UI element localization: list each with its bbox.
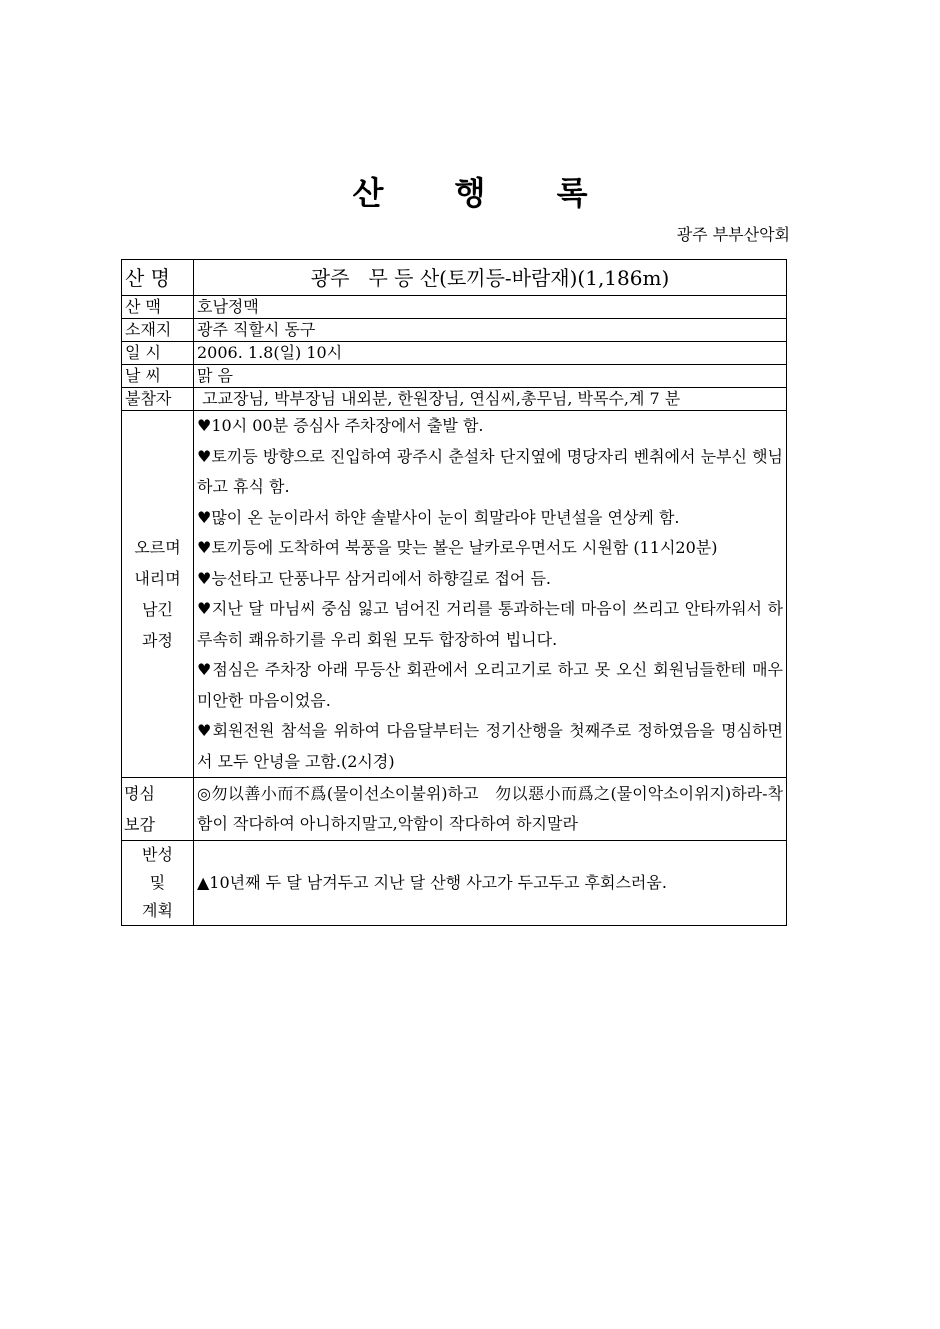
motto-text: ◎勿以善小而不爲(물이선소이불위)하고 勿以惡小而爲之(물이악소이위지)하라-착함이 작다하여 아니하지말고,악함이 작다하여 하지말라 <box>197 783 783 833</box>
hiking-log-table <box>121 259 787 926</box>
organization-name: 광주 부부산악회 <box>676 225 790 244</box>
label-motto-line: 명심 <box>124 784 155 803</box>
label-mountain-name: 산 명 <box>122 260 194 296</box>
row-location <box>122 319 787 342</box>
label-process <box>122 411 194 778</box>
label-reflection-line: 반성 <box>142 845 173 864</box>
value-process <box>194 411 787 778</box>
row-mountain-range <box>122 296 787 319</box>
process-paragraph: ♥토끼등에 도착하여 북풍을 맞는 볼은 날카로우면서도 시원함 (11시20분) <box>197 538 718 557</box>
row-weather <box>122 365 787 388</box>
label-weather: 날 씨 <box>122 365 194 388</box>
value-location: 광주 직할시 동구 <box>194 319 787 342</box>
label-mountain-range: 산 맥 <box>122 296 194 319</box>
label-datetime: 일 시 <box>122 342 194 365</box>
label-absent: 불참자 <box>122 388 194 411</box>
row-process <box>122 411 787 778</box>
label-reflection <box>122 841 194 926</box>
process-paragraph: ♥토끼등 방향으로 진입하여 광주시 춘설차 단지옆에 명당자리 벤취에서 눈부신 햇님하고 휴식 함. <box>197 446 783 496</box>
label-process-line: 내리며 <box>134 569 181 588</box>
label-motto <box>122 778 194 841</box>
process-paragraph: ♥능선타고 단풍나무 삼거리에서 하향길로 접어 듬. <box>197 568 551 588</box>
process-paragraph: ♥점심은 주차장 아래 무등산 회관에서 오리고기로 하고 못 오신 회원님들한테 매우 미안한 마음이었음. <box>197 660 783 710</box>
value-reflection <box>194 841 787 926</box>
process-paragraph: ♥10시 00분 증심사 주차장에서 출발 함. <box>197 416 484 435</box>
label-motto-line: 보감 <box>124 815 155 834</box>
row-reflection <box>122 841 787 926</box>
row-datetime <box>122 342 787 365</box>
label-location: 소재지 <box>122 319 194 342</box>
value-weather: 맑 음 <box>194 365 787 388</box>
process-paragraph: ♥많이 온 눈이라서 하얀 솔밭사이 눈이 희말라야 만년설을 연상케 함. <box>197 507 680 527</box>
label-process-line: 남긴 <box>142 600 173 619</box>
reflection-text: ▲10년째 두 달 남겨두고 지난 달 산행 사고가 두고두고 후회스러움. <box>197 872 667 892</box>
row-mountain-name <box>122 260 787 296</box>
process-paragraph: ♥지난 달 마님씨 중심 잃고 넘어진 거리를 통과하는데 마음이 쓰리고 안타까워서 하루속히 쾌유하기를 우리 회원 모두 합장하여 빕니다. <box>197 599 783 649</box>
label-reflection-line: 및 <box>149 873 166 892</box>
label-reflection-line: 계획 <box>142 901 173 920</box>
page-title: 산 행 록 <box>352 174 618 212</box>
value-mountain-range: 호남정맥 <box>194 296 787 319</box>
value-motto <box>194 778 787 841</box>
value-datetime: 2006. 1.8(일) 10시 <box>194 342 787 365</box>
label-process-line: 과정 <box>142 631 173 650</box>
value-absent: 고교장님, 박부장님 내외분, 한원장님, 연심씨,총무님, 박목수,계 7 분 <box>194 388 787 411</box>
row-motto <box>122 778 787 841</box>
value-mountain-name: 광주 무 등 산(토끼등-바람재)(1,186m) <box>194 260 787 296</box>
process-paragraph: ♥회원전원 참석을 위하여 다음달부터는 정기산행을 첫째주로 정하였음을 명심하면서 모두 안녕을 고함.(2시경) <box>197 721 783 771</box>
label-process-line: 오르며 <box>134 538 181 557</box>
row-absent <box>122 388 787 411</box>
